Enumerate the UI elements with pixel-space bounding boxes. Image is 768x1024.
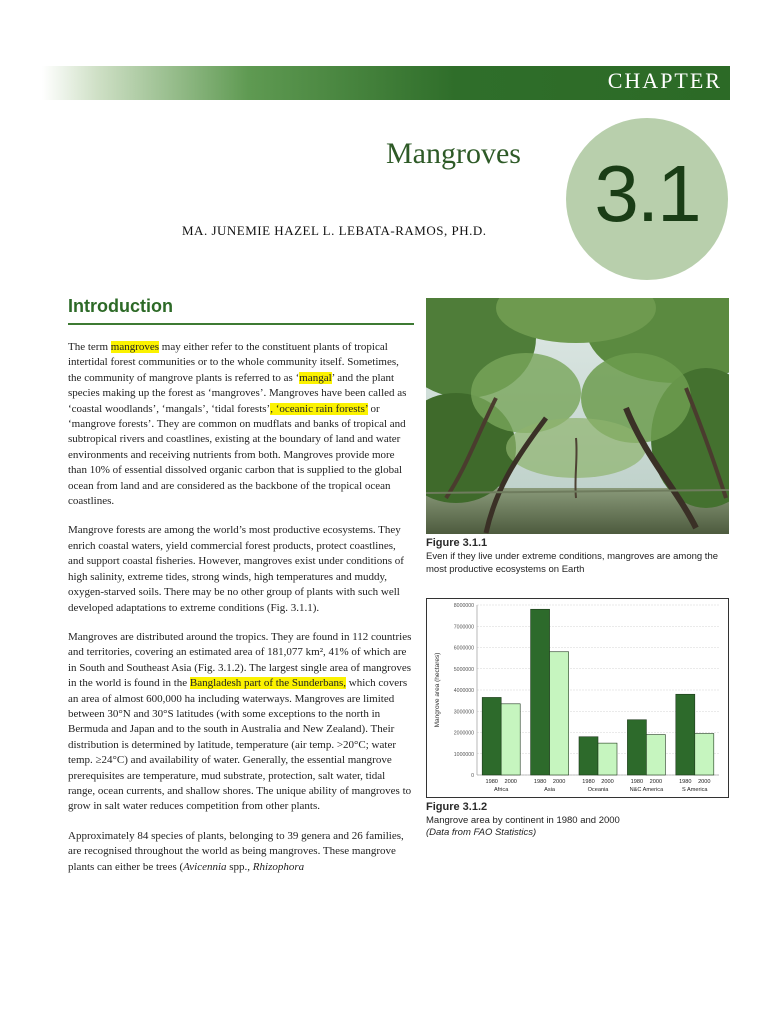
highlighted-term: mangal (299, 371, 332, 384)
figure-2-label: Figure 3.1.2 (426, 801, 488, 813)
bar-1980 (531, 609, 550, 775)
y-tick-label: 1000000 (453, 751, 474, 758)
author-name: MA. JUNEMIE HAZEL L. LEBATA-RAMOS, PH.D. (182, 223, 487, 238)
y-tick-label: 7000000 (453, 624, 474, 631)
figure-1-label: Figure 3.1.1 (426, 537, 488, 549)
italic-term: Rhizophora (252, 860, 305, 873)
text-run: The term (68, 341, 111, 353)
chapter-label: CHAPTER (607, 68, 722, 93)
y-tick-label: 8000000 (453, 603, 474, 609)
text-run: Approximately 84 species of plants, belonging to 39 genera and 26 families, are recognised throughout the world as being mangroves. These mangrove plants can either be trees ( (68, 829, 404, 873)
section-heading: Introduction (68, 296, 173, 316)
series-tick-label: 2000 (601, 779, 614, 785)
chapter-number: 3.1 (594, 149, 700, 238)
series-tick-label: 2000 (649, 779, 663, 785)
italic-term: Avicennia (183, 860, 227, 873)
mangrove-photo (426, 298, 729, 534)
paragraph-3 (68, 630, 414, 815)
y-tick-label: 3000000 (453, 709, 474, 716)
bar-1980 (627, 720, 646, 775)
y-tick-label: 0 (471, 773, 474, 779)
highlighted-term: , ‘oceanic rain forests’ (270, 402, 368, 415)
figure-2-caption: Mangrove area by continent in 1980 and 2000 (426, 815, 620, 826)
bar-1980 (482, 697, 501, 775)
y-axis-label: Mangrove area (hectares) (434, 652, 441, 728)
text-run: ’ and the plant species making up the forest as ‘mangroves’. Mangroves have been called as ‘coastal woodlands’, ‘mangals’, ‘tidal forests’ (68, 371, 407, 415)
category-label: S America (682, 787, 708, 793)
chart-svg (427, 599, 728, 797)
page-title: Mangroves (386, 137, 521, 170)
series-tick-label: 2000 (552, 779, 566, 785)
bar-2000 (598, 743, 617, 775)
text-run: which covers an area of almost 600,000 ha including waterways. Mangroves are limited between 30°N and 30°S latitudes (with some exceptions to the north in Bermuda and Japan and to the south in Australia and New Zealand). Their distribution is determined by latitude, temperature (air temp. >20°C; water temp. ≥24°C) and availability of water. Generally, the essential mangrove prerequisites are temperature, mud substrate, protection, salt water, tidal range, ocean currents, and shallow shores. The unique ability of mangroves to grow in salt water reduces competition from other plants. (68, 677, 412, 813)
section-divider (68, 323, 414, 325)
chapter-number-circle (566, 118, 728, 280)
text-run: Mangroves are distributed around the tropics. They are found in 112 countries and territories, covering an estimated area of 181,077 km², 41% of which are in South and Southeast Asia (Fig. 3.1.2). The largest single area of mangroves in the world is found in the (68, 630, 412, 690)
series-tick-label: 1980 (679, 779, 692, 785)
body-text (68, 340, 414, 889)
y-tick-label: 5000000 (453, 666, 474, 673)
text-run: or ‘mangrove forests’. They are common on mudflats and banks of tropical and subtropical rivers and coastlines, existing at the boundary of land and water environments and receiving nutrients from both. Mangroves provide more than 10% of essential dissolved organic carbon that is supplied to the global ocean from land and are considered as the backbone of the tropical ocean coastlines. (68, 402, 406, 508)
text-run: may either refer to the constituent plants of tropical intertidal forest communities or to the whole community itself. Sometimes, the community of mangrove plants is referred to as ‘ (68, 341, 399, 384)
bar-2000 (550, 652, 569, 775)
text-run: spp., (226, 860, 253, 873)
series-tick-label: 1980 (582, 779, 595, 785)
highlighted-term: Bangladesh part of the Sunderbans, (189, 677, 347, 690)
y-tick-label: 4000000 (453, 688, 474, 694)
figure-1-caption: Even if they live under extreme conditions, mangroves are among the most productive ecosystems on Earth (426, 551, 719, 575)
category-label: N&C America (629, 787, 664, 793)
paragraph-4 (68, 829, 414, 875)
mangrove-area-chart (426, 598, 729, 798)
bar-1980 (579, 737, 598, 775)
series-tick-label: 2000 (504, 779, 517, 785)
figure-2-source: (Data from FAO Statistics) (426, 827, 537, 838)
bar-2000 (501, 704, 520, 775)
bar-1980 (676, 694, 695, 775)
y-tick-label: 6000000 (453, 645, 474, 652)
paragraph-1 (68, 340, 414, 509)
category-label: Africa (494, 787, 509, 793)
y-tick-label: 2000000 (453, 730, 474, 737)
bar-2000 (646, 735, 665, 775)
series-tick-label: 1980 (630, 779, 644, 785)
category-label: Asia (544, 787, 556, 793)
paragraph-2: Mangrove forests are among the world’s most productive ecosystems. They enrich coastal waters, yield commercial forest products, protect coastlines, and support coastal fisheries. However, mangroves exist under conditions of high salinity, extreme tides, strong winds, high temperatures and muddy, oxygen-starved soils. There may be no other group of plants with such well developed adaptations to extreme conditions (Fig. 3.1.1). (68, 524, 404, 614)
series-tick-label: 1980 (533, 779, 547, 785)
highlighted-term: mangroves (110, 341, 160, 353)
category-label: Oceania (587, 787, 609, 793)
bar-2000 (695, 734, 714, 775)
series-tick-label: 2000 (698, 779, 711, 785)
series-tick-label: 1980 (485, 779, 498, 785)
